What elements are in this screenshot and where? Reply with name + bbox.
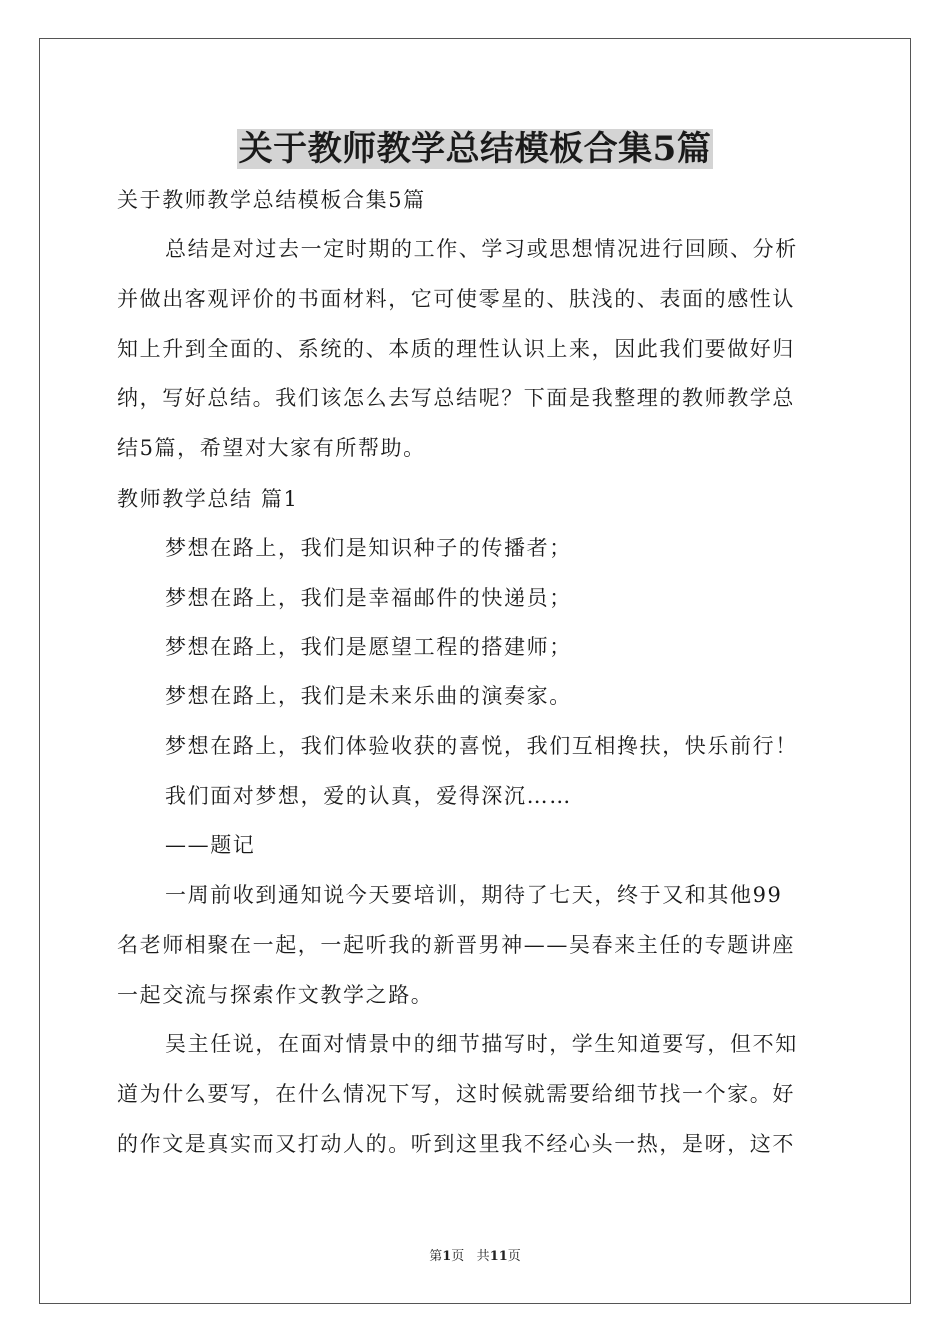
paragraph-line: 的作文是真实而又打动人的。听到这里我不经心头一热，是呀，这不 [117, 1132, 795, 1156]
document-title-text: 关于教师教学总结模板合集5篇 [238, 129, 712, 169]
paragraph-line: 名老师相聚在一起，一起听我的新晋男神——吴春来主任的专题讲座 [117, 933, 795, 957]
paragraph-line: 一起交流与探索作文教学之路。 [117, 983, 434, 1007]
total-prefix: 共 [476, 1249, 490, 1264]
intro-line: 纳，写好总结。我们该怎么去写总结呢？下面是我整理的教师教学总 [117, 386, 795, 410]
document-title [0, 126, 950, 172]
poem-line: 梦想在路上，我们是幸福邮件的快递员； [165, 586, 572, 610]
intro-line: 结5篇，希望对大家有所帮助。 [117, 436, 426, 460]
section-heading: 教师教学总结 篇1 [117, 487, 299, 511]
page-prefix: 第 [429, 1249, 443, 1264]
intro-line: 总结是对过去一定时期的工作、学习或思想情况进行回顾、分析 [165, 237, 798, 261]
epigraph-attribution: ——题记 [165, 833, 256, 857]
total-pages: 11 [489, 1249, 508, 1264]
paragraph-line: 吴主任说，在面对情景中的细节描写时，学生知道要写，但不知 [165, 1032, 798, 1056]
intro-line: 知上升到全面的、系统的、本质的理性认识上来，因此我们要做好归 [117, 337, 795, 361]
poem-line: 梦想在路上，我们是未来乐曲的演奏家。 [165, 684, 572, 708]
paragraph-line: 一周前收到通知说今天要培训，期待了七天，终于又和其他99 [165, 883, 783, 907]
total-suffix: 页 [507, 1249, 521, 1264]
intro-line: 并做出客观评价的书面材料，它可使零星的、肤浅的、表面的感性认 [117, 287, 795, 311]
poem-line: 梦想在路上，我们体验收获的喜悦，我们互相搀扶，快乐前行！ [165, 734, 798, 758]
poem-line: 梦想在路上，我们是愿望工程的搭建师； [165, 635, 572, 659]
page-footer [0, 1248, 950, 1266]
page-border [39, 38, 911, 1304]
paragraph-line: 道为什么要写，在什么情况下写，这时候就需要给细节找一个家。好 [117, 1082, 795, 1106]
page-suffix: 页 [451, 1249, 465, 1264]
poem-line: 我们面对梦想，爱的认真，爱得深沉…… [165, 784, 572, 808]
document-subtitle: 关于教师教学总结模板合集5篇 [117, 188, 426, 212]
page-number: 1 [442, 1249, 452, 1264]
poem-line: 梦想在路上，我们是知识种子的传播者； [165, 536, 572, 560]
